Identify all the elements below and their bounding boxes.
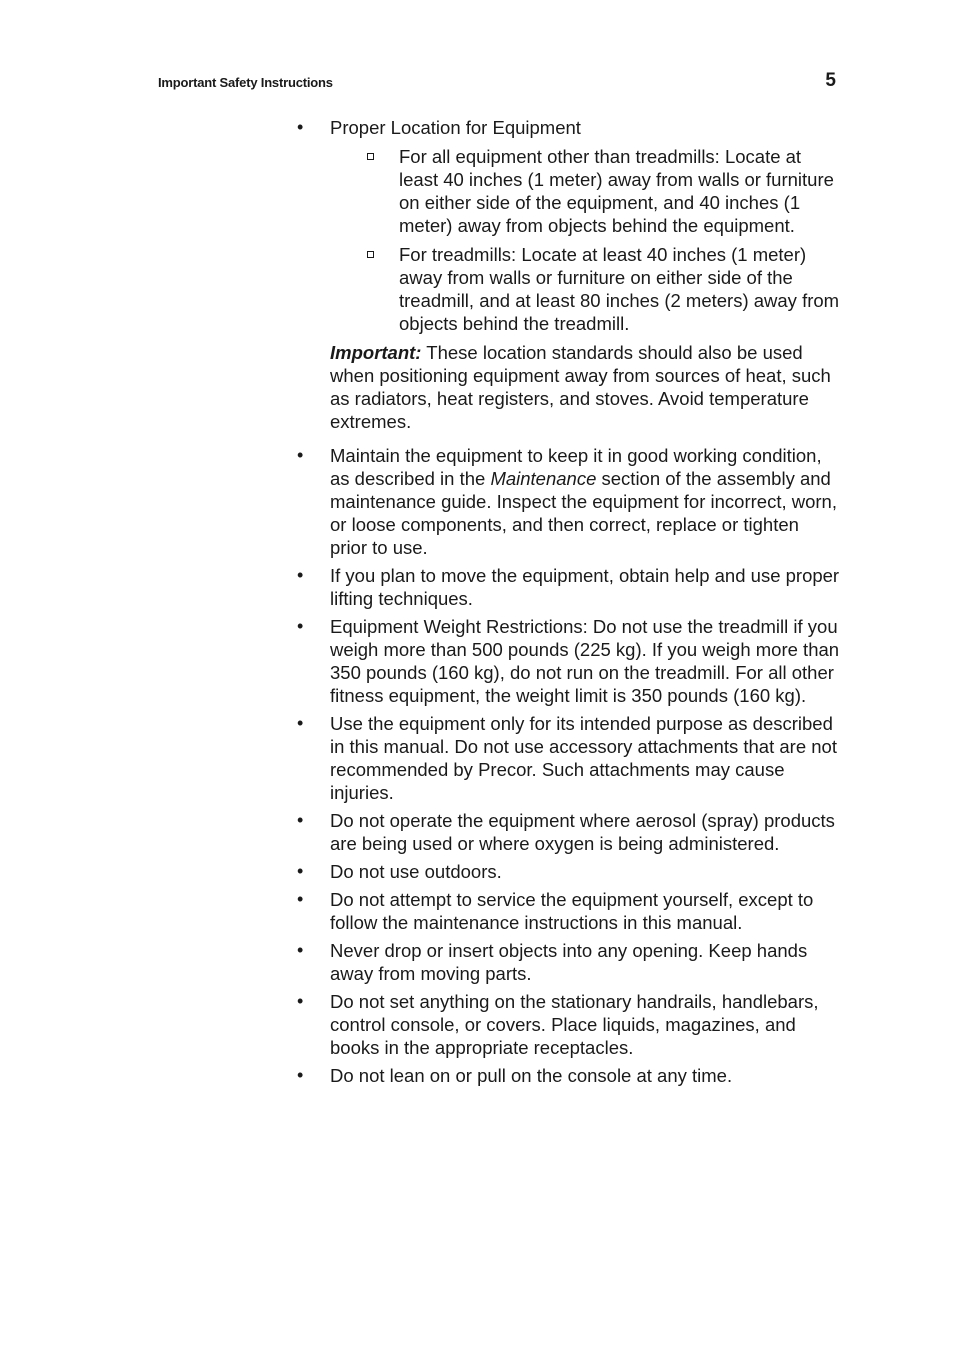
bullet-icon: • [297,565,304,585]
bullet-icon: • [297,991,304,1011]
bullet-icon: • [297,117,304,137]
maintain-text-before: Maintain the equipment to keep it in good working condition, as described in the [330,445,822,489]
list-item-maintain [296,444,841,559]
list-item-text: Use the equipment only for its intended purpose as described in this manual. Do not use accessory attachments that are not recommended by Precor. Such attachments may cause injuries. [330,713,837,803]
list-item-text: If you plan to move the equipment, obtain help and use proper lifting techniques. [330,565,840,609]
list-item [296,888,841,934]
location-sublist [330,145,841,335]
section-title: Important Safety Instructions [158,75,333,90]
list-item-text: Do not lean on or pull on the console at any time. [330,1065,733,1086]
maintain-text-after: section of the assembly and maintenance guide. Inspect the equipment for incorrect, worn, or loose components, and then correct, replace or tighten prior to use. [330,468,837,558]
list-item-text: Do not use outdoors. [330,861,502,882]
list-item [296,939,841,985]
bullet-icon: • [297,889,304,909]
list-item [296,712,841,804]
bullet-icon: • [297,861,304,881]
important-note [330,341,841,433]
list-item-text: Do not set anything on the stationary handrails, handlebars, control console, or covers. Place liquids, magazines, and books in the appropriate receptacles. [330,991,819,1058]
maintain-text-italic: Maintenance [490,468,597,489]
list-item-proper-location [296,116,841,433]
list-item [296,1064,841,1087]
sublist-item [365,145,841,237]
sublist-item-text: For all equipment other than treadmills: Locate at least 40 inches (1 meter) away from walls or furniture on either side of the equipment, and 40 inches (1 meter) away from objects behind the equipment. [399,146,834,236]
list-item [296,809,841,855]
bullet-icon: • [297,810,304,830]
note-text: These location standards should also be used when positioning equipment away from sources of heat, such as radiators, heat registers, and stoves. Avoid temperature extremes. [330,342,831,432]
page-number: 5 [825,70,836,91]
bullet-icon: • [297,1065,304,1085]
list-item [296,564,841,610]
bullet-icon: • [297,713,304,733]
square-bullet-icon [367,251,374,258]
list-item [296,615,841,707]
note-label: Important: [330,342,422,363]
bullet-icon: • [297,940,304,960]
list-item-text: Do not attempt to service the equipment yourself, except to follow the maintenance instructions in this manual. [330,889,814,933]
list-item-title: Proper Location for Equipment [330,117,581,138]
list-item [296,990,841,1059]
sublist-item [365,243,841,335]
list-item-text: Equipment Weight Restrictions: Do not use the treadmill if you weigh more than 500 pounds (225 kg). If you weigh more than 350 pounds (160 kg), do not run on the treadmill. For all other fitness equipment, the weight limit is 350 pounds (160 kg). [330,616,840,706]
sublist-item-text: For treadmills: Locate at least 40 inches (1 meter) away from walls or furniture on either side of the treadmill, and at least 80 inches (2 meters) away from objects behind the treadmill. [399,244,840,334]
safety-instructions-list [296,116,841,1092]
list-item-text: Never drop or insert objects into any opening. Keep hands away from moving parts. [330,940,808,984]
list-item-text: Do not operate the equipment where aerosol (spray) products are being used or where oxygen is being administered. [330,810,835,854]
square-bullet-icon [367,153,374,160]
list-item [296,860,841,883]
bullet-icon: • [297,616,304,636]
bullet-icon: • [297,445,304,465]
